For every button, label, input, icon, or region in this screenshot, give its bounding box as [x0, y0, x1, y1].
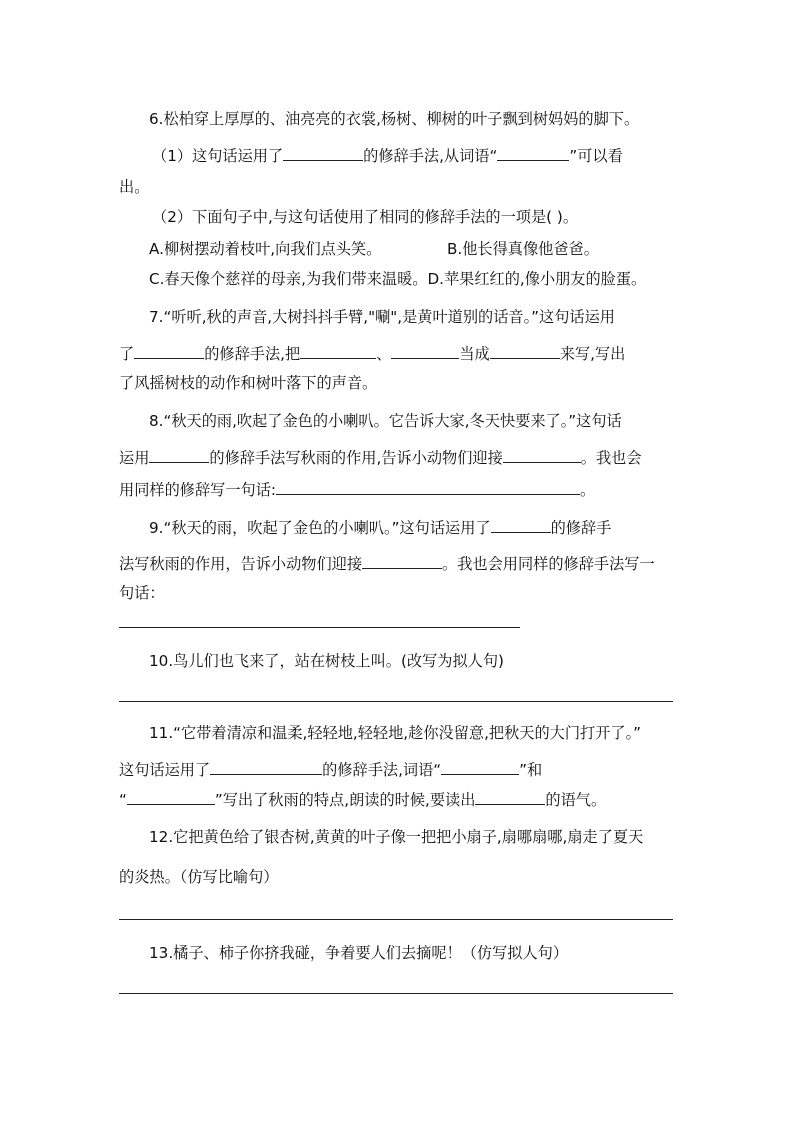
q11-text-c3: 的语气。 [545, 791, 607, 809]
q8-line1: 8.“秋天的雨,吹起了金色的小喇叭。它告诉大家,冬天快要来了。”这句话 [149, 412, 622, 430]
q6-part1-line [152, 144, 623, 167]
q7-text-b3: 、 [376, 345, 392, 363]
q10-answer-line[interactable] [119, 701, 673, 702]
q7-text-b5: 来写,写出 [559, 345, 626, 363]
q11-text-b3: ”和 [519, 761, 543, 779]
q11-text-b1: 这句话运用了 [119, 761, 211, 779]
q8-text-c1: 用同样的修辞写一句话: [119, 481, 276, 499]
q8-line2 [119, 446, 642, 469]
q6-stem: 6.松柏穿上厚厚的、油亮亮的衣裳,杨树、柳树的叶子飘到树妈妈的脚下。 [149, 110, 640, 128]
q11-blank-device[interactable] [210, 758, 322, 775]
q12-line2: 的炎热。（仿写比喻句） [119, 868, 279, 886]
q8-text-c2: 。 [580, 481, 596, 499]
q7-blank-device[interactable] [134, 342, 204, 359]
q11-blank-word1[interactable] [441, 758, 519, 775]
q8-blank-device[interactable] [149, 446, 209, 463]
q6-blank-word[interactable] [497, 144, 569, 161]
q12-line1: 12.它把黄色给了银杏树,黄黄的叶子像一把把小扇子,扇哪扇哪,扇走了夏天 [149, 828, 644, 846]
q6-option-b: B.他长得真像他爸爸。 [447, 240, 599, 258]
q8-blank-sentence[interactable] [276, 478, 580, 495]
q11-text-c2: ”写出了秋雨的特点,朗读的时候,要读出 [214, 791, 476, 809]
q6-part2: （2）下面句子中,与这句话使用了相同的修辞手法的一项是( )。 [152, 208, 579, 226]
q11-line1: 11.“它带着清凉和温柔,轻轻地,轻轻地,趁你没留意,把秋天的大门打开了。” [149, 724, 642, 742]
q13-line1: 13.橘子、柿子你挤我碰，争着要人们去摘呢！（仿写拟人句） [149, 944, 569, 962]
q11-text-c1: “ [119, 791, 127, 809]
q6-blank-device[interactable] [283, 144, 363, 161]
q7-blank-object1[interactable] [300, 342, 376, 359]
q11-text-b2: 的修辞手法,词语“ [322, 761, 442, 779]
q7-text-b1: 了 [119, 345, 135, 363]
q8-text-b1: 运用 [119, 449, 150, 467]
q6-part1-wrap: 出。 [119, 178, 150, 196]
q11-line3 [119, 788, 606, 811]
q7-text-b2: 的修辞手法,把 [204, 345, 301, 363]
q11-blank-word2[interactable] [127, 788, 215, 805]
q6-option-a: A.柳树摆动着枝叶,向我们点头笑。 [149, 240, 382, 258]
q9-line2 [119, 552, 655, 575]
q9-text-b1: 法写秋雨的作用，告诉小动物们迎接 [119, 555, 362, 573]
q7-line1: 7.“听听,秋的声音,大树抖抖手臂,"唰",是黄叶道别的话音。”这句话运用 [149, 308, 615, 326]
q9-line1 [149, 516, 611, 539]
q7-line3: 了风摇树枝的动作和树叶落下的声音。 [119, 374, 378, 392]
q7-text-b4: 当成 [459, 345, 490, 363]
q9-text-a1: 9.“秋天的雨，吹起了金色的小喇叭。”这句话运用了 [149, 519, 491, 537]
q9-blank-welcome[interactable] [362, 552, 442, 569]
q6-part1-text-c: ”可以看 [569, 147, 623, 165]
q6-option-cd: C.春天像个慈祥的母亲,为我们带来温暖。D.苹果红红的,像小朋友的脸蛋。 [149, 270, 647, 288]
q8-text-b3: 。我也会 [580, 449, 642, 467]
q9-blank-device[interactable] [491, 516, 551, 533]
q7-blank-object2[interactable] [391, 342, 459, 359]
q9-text-a2: 的修辞手 [550, 519, 612, 537]
q10-line1: 10.鸟儿们也飞来了，站在树枝上叫。(改写为拟人句) [149, 652, 504, 670]
q11-blank-tone[interactable] [475, 788, 545, 805]
q7-line2 [119, 342, 625, 365]
q11-line2 [119, 758, 542, 781]
q7-blank-regarded-as[interactable] [490, 342, 560, 359]
q9-answer-line[interactable] [119, 627, 520, 628]
q12-answer-line[interactable] [119, 919, 673, 920]
q13-answer-line[interactable] [119, 993, 673, 994]
q8-line3 [119, 478, 595, 501]
q9-text-b2: 。我也会用同样的修辞手法写一 [442, 555, 655, 573]
q9-line3: 句话： [119, 584, 165, 602]
q6-part1-text-b: 的修辞手法,从词语“ [363, 147, 498, 165]
q8-blank-welcome[interactable] [503, 446, 581, 463]
q8-text-b2: 的修辞手法写秋雨的作用,告诉小动物们迎接 [209, 449, 503, 467]
q6-part1-text-a: （1）这句话运用了 [152, 147, 284, 165]
